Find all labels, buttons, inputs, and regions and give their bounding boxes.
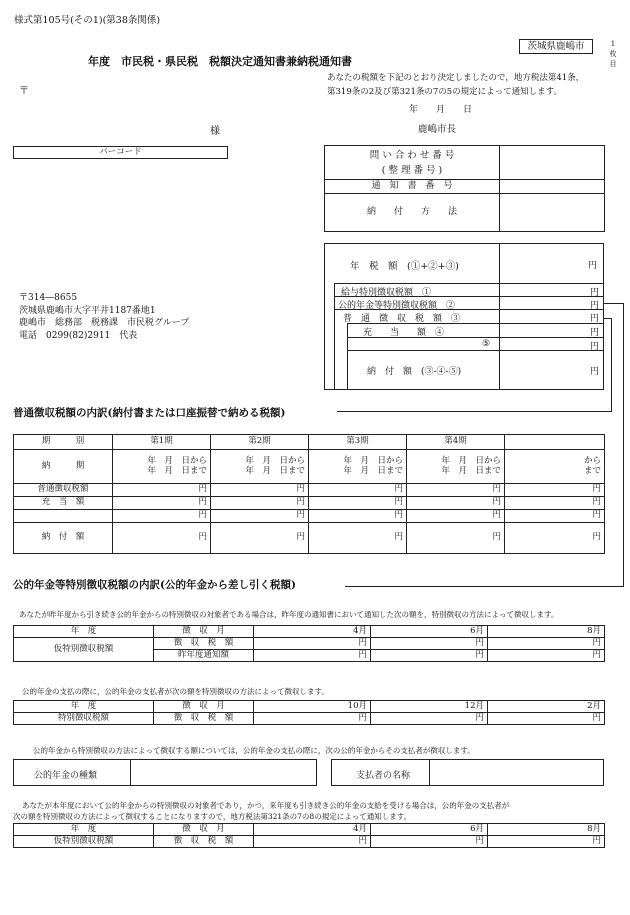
year-label: 年 度: [14, 824, 154, 836]
payment-method-row: [325, 194, 605, 232]
pension-table-c: [13, 823, 605, 848]
payment-row-label: 納 付 額: [14, 523, 113, 554]
sheet-mark-order: 目: [609, 60, 617, 68]
yen-cell: 円: [371, 713, 488, 725]
period-header-row: [14, 435, 605, 450]
yen-cell: 円: [113, 484, 211, 497]
ordinary-tax-yen: 円: [590, 314, 600, 324]
yen-cell: 円: [407, 510, 505, 523]
yen-cell: 円: [309, 523, 407, 554]
form-id: 様式第105号(その1)(第38条関係): [14, 15, 161, 26]
barcode-label: バーコード: [99, 147, 142, 157]
yen-cell: 円: [254, 713, 371, 725]
pension-note-4b: 次の額を特別徴収の方法によって徴収することになりますので，地方税法第321条の7の8の規定によって通知します。: [13, 812, 412, 821]
applied-row: [14, 497, 605, 510]
office-dept: 鹿嶋市 総務部 税務課 市民税グループ: [19, 318, 190, 328]
notice-number-value: [500, 180, 605, 194]
yen-cell: 円: [211, 510, 309, 523]
office-postal: 〒314―8655: [19, 293, 78, 303]
yen-cell: 円: [309, 497, 407, 510]
period-2: 第2期: [211, 435, 309, 450]
month-oct: 10月: [254, 701, 371, 713]
yen-cell: 円: [505, 523, 605, 554]
temp-collect-label: 仮特別徴収税額: [14, 836, 154, 848]
month-aug: 8月: [488, 824, 605, 836]
month-aug: 8月: [488, 626, 605, 638]
due-period-3: 年 月 日から 年 月 日まで: [309, 450, 407, 484]
annual-tax-label: 年 税 額 (①+②+③): [350, 261, 459, 272]
yen-cell: 円: [488, 836, 605, 848]
ordinary-tax-row-label: 普通徴収税額: [14, 484, 113, 497]
yen-cell: 円: [254, 638, 371, 650]
payer-name-label: 支払者の名称: [356, 771, 411, 781]
pension-type-label: 公的年金の種類: [34, 771, 98, 781]
payment-row: [14, 523, 605, 554]
yen-cell: 円: [254, 650, 371, 662]
year-label: 年 度: [14, 626, 154, 638]
sheet-mark-num: 1: [610, 40, 616, 48]
month-jun: 6月: [371, 626, 488, 638]
collect-tax-label: 徴 収 税 額: [154, 713, 254, 725]
yen-cell: 円: [371, 836, 488, 848]
applied-label: 充 当 額 ④: [363, 328, 445, 338]
ordinary-section-title: 普通徴収税額の内訳(納付書または口座振替で納める税額): [13, 407, 286, 419]
yen-cell: 円: [113, 523, 211, 554]
salary-tax-label: 給与特別徴収税額 ①: [341, 288, 432, 298]
yen-cell: 円: [371, 650, 488, 662]
issuer: 鹿嶋市長: [418, 124, 457, 135]
inquiry-number-row: [325, 146, 605, 180]
yen-cell: 円: [254, 836, 371, 848]
blank-row: [14, 510, 605, 523]
yen-cell: 円: [113, 497, 211, 510]
yen-cell: 円: [309, 484, 407, 497]
payment-method-label: 納 付 方 法: [325, 194, 500, 232]
date-line: 年 月 日: [409, 105, 473, 115]
applied-row-label: 充 当 額: [14, 497, 113, 510]
pension-tax-yen: 円: [590, 301, 600, 311]
salary-tax-yen: 円: [590, 288, 600, 298]
inquiry-table: [324, 145, 605, 232]
yen-cell: 円: [407, 484, 505, 497]
month-jun: 6月: [371, 824, 488, 836]
pension-note-4a: あなたが本年度において公的年金からの特別徴収の対象者であり，かつ，来年度も引き続き公的年金の支給を受ける場合は，公的年金の支払者が: [22, 801, 510, 810]
honorific: 様: [210, 126, 220, 137]
yen-cell: 円: [407, 523, 505, 554]
yen-cell: 円: [211, 523, 309, 554]
pension-table-b: [13, 700, 605, 725]
month-dec: 12月: [371, 701, 488, 713]
ordinary-tax-row: [14, 484, 605, 497]
sheet-mark-sheet: 枚: [609, 50, 617, 58]
inquiry-value: [500, 146, 605, 180]
yen-cell: 円: [488, 638, 605, 650]
yen-cell: 円: [371, 638, 488, 650]
office-address: 茨城県鹿嶋市大字平井1187番地1: [19, 305, 156, 316]
yen-cell: 円: [505, 510, 605, 523]
collect-tax-label: 徴 収 税 額: [154, 836, 254, 848]
pension-note-3: 公的年金から特別徴収の方法によって徴収する額については，公的年金の支払の際に，次の公的年金からその支払者が徴収します。: [33, 746, 475, 755]
city-label: 茨城県鹿嶋市: [519, 39, 593, 54]
temp-collect-label: 仮特別徴収税額: [14, 638, 154, 662]
yen-cell: 円: [407, 497, 505, 510]
notice-number-row: [325, 180, 605, 194]
applied-yen: 円: [590, 328, 600, 338]
notice-text-2: 第319条の2及び第321条の7の5の規定によって通知します。: [327, 87, 562, 97]
due-label: 納 期: [14, 450, 113, 484]
row5-label: ⑤: [482, 339, 491, 349]
due-period-4: 年 月 日から 年 月 日まで: [407, 450, 505, 484]
yen-cell: 円: [211, 484, 309, 497]
annual-tax-yen: 円: [588, 261, 598, 271]
pension-section-title: 公的年金等特別徴収税額の内訳(公的年金から差し引く税額): [13, 579, 296, 591]
due-extra: から まで: [505, 450, 605, 484]
pension-tax-label: 公的年金等特別徴収税額 ②: [338, 301, 456, 311]
collect-month-label: 徴 収 月: [154, 626, 254, 638]
reference-label: ( 整 理 番 号 ): [381, 164, 443, 176]
sheet-mark: [606, 39, 620, 69]
due-date-row: [14, 450, 605, 484]
pension-note-2: 公的年金の支払の際に，公的年金の支払者が次の額を特別徴収の方法によって徴収します。: [22, 687, 329, 696]
barcode-box: [13, 146, 228, 159]
yen-cell: 円: [309, 510, 407, 523]
yen-cell: 円: [488, 650, 605, 662]
ordinary-tax-label: 普 通 徴 収 税 額 ③: [343, 314, 461, 324]
notice-number-label: 通 知 書 番 号: [325, 180, 500, 194]
year-label: 年 度: [14, 701, 154, 713]
office-phone: 電話 0299(82)2911 代表: [19, 330, 138, 341]
yen-cell: 円: [488, 713, 605, 725]
month-feb: 2月: [488, 701, 605, 713]
yen-cell: 円: [113, 510, 211, 523]
inquiry-label: 問 い 合 わ せ 番 号: [369, 149, 455, 161]
notice-text-1: あなたの税額を下記のとおり決定しましたので，地方税法第41条，: [327, 73, 585, 83]
pension-note-1: あなたが昨年度から引き続き公的年金からの特別徴収の対象者である場合は，昨年度の通知書において通知した次の額を，特別徴収の方法によって徴収します。: [19, 610, 559, 619]
period-3: 第3期: [309, 435, 407, 450]
yen-cell: 円: [505, 484, 605, 497]
collect-tax-label: 徴 収 税 額: [154, 638, 254, 650]
period-label: 期 別: [14, 435, 113, 450]
postal-mark: 〒: [19, 86, 29, 97]
period-1: 第1期: [113, 435, 211, 450]
page-title: 年度 市民税・県民税 税額決定通知書兼納税通知書: [88, 55, 352, 68]
ordinary-table: [13, 434, 605, 554]
due-period-1: 年 月 日から 年 月 日まで: [113, 450, 211, 484]
pension-table-a: [13, 625, 605, 662]
payment-method-value: [500, 194, 605, 232]
row5-yen: 円: [590, 342, 600, 352]
last-year-notice-label: 昨年度通知額: [154, 650, 254, 662]
yen-cell: 円: [505, 497, 605, 510]
payment-amount-label: 納 付 額 (③-④-⑤): [367, 367, 462, 377]
due-period-2: 年 月 日から 年 月 日まで: [211, 450, 309, 484]
month-apr: 4月: [254, 824, 371, 836]
collect-month-label: 徴 収 月: [154, 701, 254, 713]
payment-amount-yen: 円: [590, 367, 600, 377]
yen-cell: 円: [211, 497, 309, 510]
office-info: [19, 292, 189, 342]
month-apr: 4月: [254, 626, 371, 638]
collect-month-label: 徴 収 月: [154, 824, 254, 836]
special-collect-label: 特別徴収税額: [14, 713, 154, 725]
period-4: 第4期: [407, 435, 505, 450]
